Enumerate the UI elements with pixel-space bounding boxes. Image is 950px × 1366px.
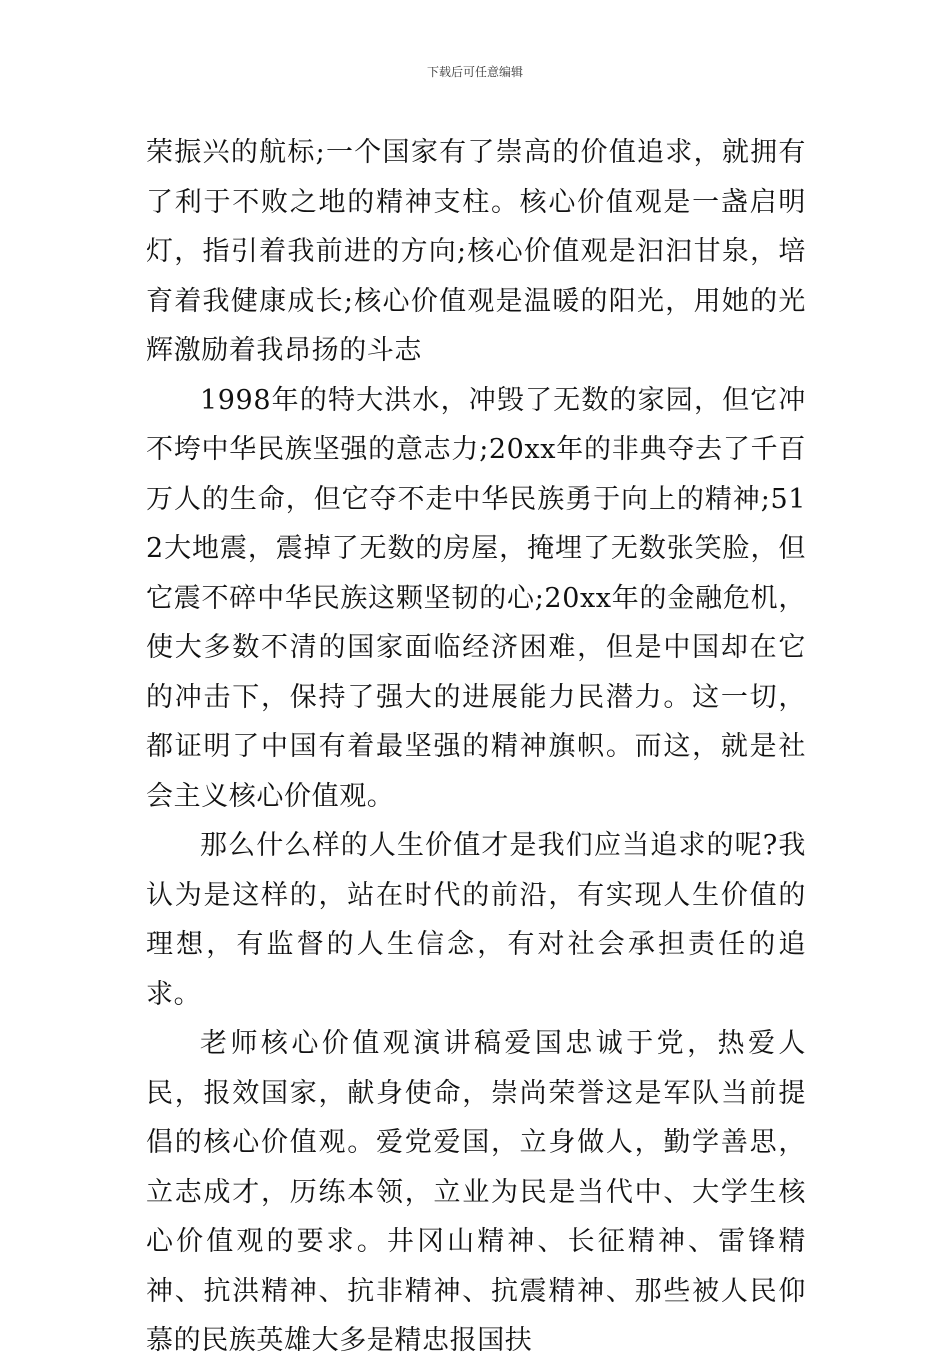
paragraph-disasters: 1998年的特大洪水，冲毁了无数的家园，但它冲不垮中华民族坚强的意志力;20xx年的非典夺去了千百万人的生命，但它夺不走中华民族勇于向上的精神;512大地震，震掉了无数的房屋，掩埋了无数张笑脸，但它震不碎中华民族这颗坚韧的心;20xx年的金融危机，使大多数不清的国家面临经济困难，但是中国却在它的冲击下，保持了强大的进展能力民潜力。这一切，都证明了中国有着最坚强的精神旗帜。而这，就是社会主义核心价值观。 — [146, 384, 806, 812]
paragraph-teacher-speech: 老师核心价值观演讲稿爱国忠诚于党，热爱人民，报效国家，献身使命，崇尚荣誉这是军队当前提倡的核心价值观。爱党爱国，立身做人，勤学善思，立志成才，历练本领，立业为民是当代中、大学生核心价值观的要求。井冈山精神、长征精神、雷锋精神、抗洪精神、抗非精神、抗震精神、那些被人民仰慕的民族英雄大多是精忠报国扶 — [146, 1028, 806, 1356]
paragraph-continuation: 荣振兴的航标;一个国家有了崇高的价值追求，就拥有了利于不败之地的精神支柱。核心价值观是一盏启明灯，指引着我前进的方向;核心价值观是汩汩甘泉，培育着我健康成长;核心价值观是温暖的阳光，用她的光辉激励着我昂扬的斗志 — [146, 137, 806, 366]
document-body — [146, 128, 806, 1366]
paragraph-life-values: 那么什么样的人生价值才是我们应当追求的呢?我认为是这样的，站在时代的前沿，有实现人生价值的理想，有监督的人生信念，有对社会承担责任的追求。 — [146, 830, 806, 1010]
page-header: 下载后可任意编辑 — [426, 65, 523, 79]
